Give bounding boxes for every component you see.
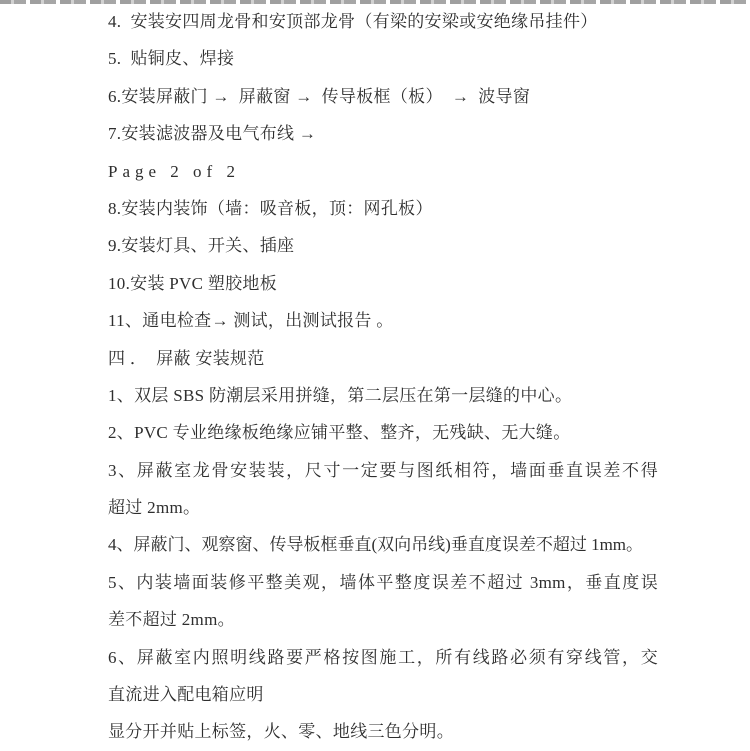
list-item-line: 2、PVC 专业绝缘板绝缘应铺平整、整齐，无残缺、无大缝。 [108,423,571,443]
list-item-line: 4、屏蔽门、观察窗、传导板框垂直(双向吊线)垂直度误差不超过 1mm。 [108,535,644,555]
section-heading: 四 ． 屏蔽 安装规范 [108,348,265,368]
list-item-line: 4. 安装安四周龙骨和安顶部龙骨（有梁的安梁或安绝缘吊挂件） [108,12,598,31]
list-item-continuation-line: 差不超过 2mm。 [108,610,235,630]
list-item-line: 6.安装屏蔽门 → 屏蔽窗 → 传导板框（板） → 波导窗 [108,86,531,106]
list-item-line: 9.安装灯具、开关、插座 [108,236,295,256]
list-item-line: 10.安装 PVC 塑胶地板 [108,273,278,293]
list-item-line: 11、通电检查→ 测试，出测试报告 。 [108,311,394,331]
list-item-line: 5. 贴铜皮、焊接 [108,49,235,69]
list-item-line: 3、屏蔽室龙骨安装装，尺寸一定要与图纸相符，墙面垂直误差不得 [108,460,658,480]
list-item-line: 5、内装墙面装修平整美观，墙体平整度误差不超过 3mm，垂直度误 [108,572,658,592]
document-page [108,3,658,751]
list-item-line: 1、双层 SBS 防潮层采用拼缝，第二层压在第一层缝的中心。 [108,385,573,405]
list-item-line: 6、屏蔽室内照明线路要严格按图施工，所有线路必须有穿线管，交 [108,647,658,667]
page-indicator: Page 2 of 2 [108,161,240,181]
list-item-line: 8.安装内装饰（墙：吸音板，顶：网孔板） [108,198,433,218]
list-item-continuation-line: 显分开并贴上标签，火、零、地线三色分明。 [108,722,454,742]
list-item-line: 7.安装滤波器及电气布线 → [108,124,317,144]
list-item-continuation-line: 超过 2mm。 [108,498,201,518]
list-item-continuation-line: 直流进入配电箱应明 [108,685,264,705]
